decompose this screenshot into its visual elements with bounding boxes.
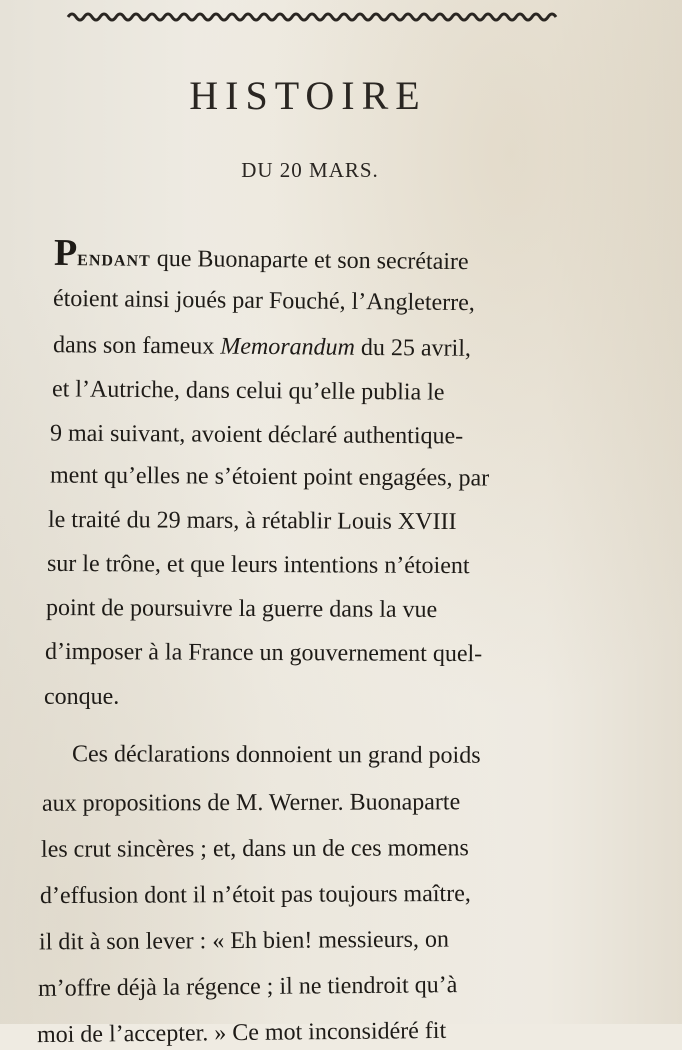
text-line: 9 mai suivant, avoient déclaré authentique- [49, 420, 464, 450]
drop-cap: P [53, 231, 78, 275]
ornamental-rule [68, 10, 546, 24]
text-line: étoient ainsi joués par Fouché, l’Angleterre, [52, 285, 475, 317]
text-fragment: dans son fameux [52, 332, 221, 360]
text-line: le traité du 29 mars, à rétablir Louis XVIII [47, 506, 457, 536]
italic-word: Memorandum [220, 333, 356, 361]
text-line: sur le trône, et que leurs intentions n’étoient [46, 550, 470, 580]
page-subtitle: DU 20 MARS. [241, 158, 379, 182]
text-fragment: du 25 avril, [354, 334, 472, 362]
text-line: conque. [44, 684, 120, 710]
small-caps-word: ENDANT [77, 252, 151, 270]
text-line [53, 330, 471, 364]
text-line: m’offre déjà la régence ; il ne tiendroit qu’à [37, 972, 458, 1002]
text-line: et l’Autriche, dans celui qu’elle publia le [51, 376, 445, 406]
text-line: moi de l’accepter. » Ce mot inconsidéré fit [36, 1017, 447, 1049]
text-line: ment qu’elles ne s’étoient point engagées, par [49, 462, 490, 492]
text-fragment: que Buonaparte et son secrétaire [150, 245, 469, 276]
text-line [53, 231, 469, 280]
text-line: d’effusion dont il n’étoit pas toujours maître, [39, 880, 471, 910]
text-line: d’imposer à la France un gouvernement quel- [44, 638, 483, 668]
text-line: Ces déclarations donnoient un grand poids [71, 741, 481, 769]
page-title: HISTOIRE [189, 73, 427, 118]
text-line: il dit à son lever : « Eh bien! messieurs, on [38, 926, 450, 956]
text-line: les crut sincères ; et, dans un de ces momens [40, 835, 469, 863]
text-line: aux propositions de M. Werner. Buonaparte [41, 789, 461, 817]
text-line: point de poursuivre la guerre dans la vue [45, 594, 438, 624]
